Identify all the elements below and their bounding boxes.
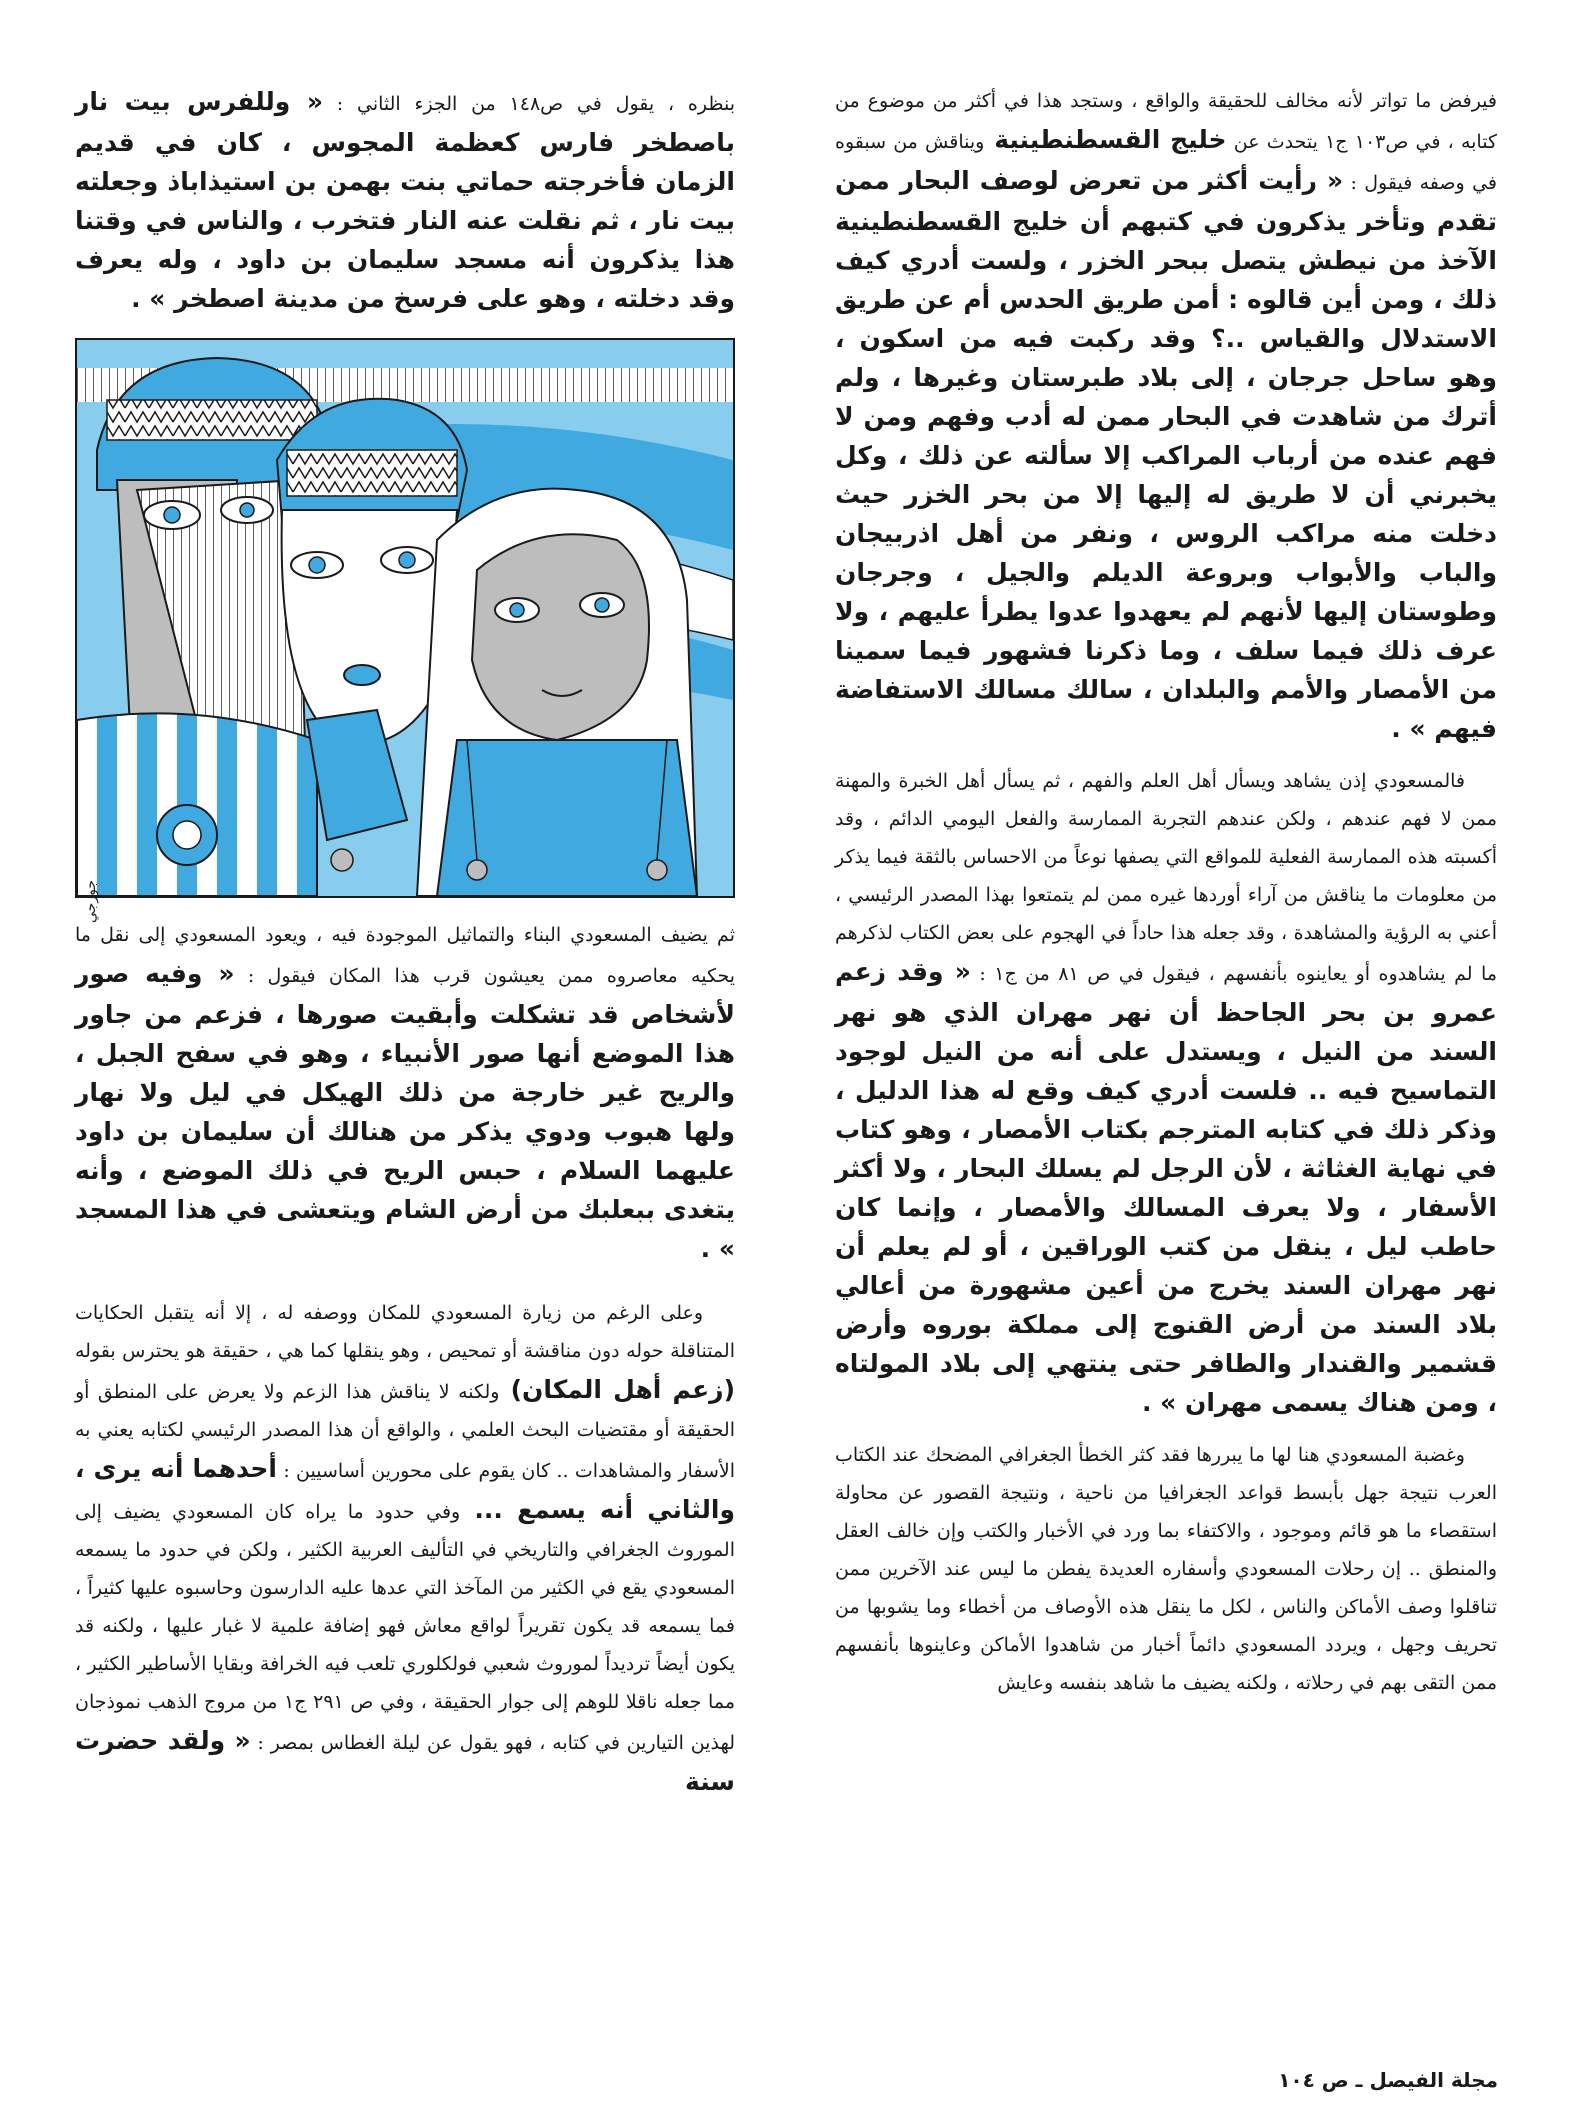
illustration xyxy=(75,338,735,923)
quoted-text: « رأيت أكثر من تعرض لوصف البحار ممن تقدم وتأخر يذكرون في كتبهم أن خليج القسطنطينية الآخذ من نيطش يتصل ببحر الخزر ، ولست أدري كيف ذلك ، ومن أين قالوه : أمن طريق الحدس أم عن طريق الاستدلال والقياس ..؟ وقد ركبت فيه من اسكون ، وهو ساحل جرجان ، إلى بلاد طبرستان وغيرها ، ولم أترك من شاهدت في البحار ممن له أدب وفهم ومن لا فهم عنده من أرباب المراكب إلا سألته عن ذلك ، وكل يخبرني أن لا طريق له إليها إلا من بحر الخزر حيث دخلت منه مراكب الروس ، ونفر من أهل اذربيجان والباب والأبواب وبروعة الديلم والجيل ، وجرجان وطوستان إليها لأنهم لم يعهدوا عدوا يطرأ عليهم ، ولا عرف ذلك فيما سلف ، وما ذكرنا فشهور فيما سمينا من الأمصار والأمم والبلدان ، سالك مسالك الاستفاضة فيهم » . xyxy=(835,166,1497,743)
quoted-text: « ولقد حضرت سنة xyxy=(75,1726,735,1796)
left-column xyxy=(75,82,735,1801)
quoted-text: (زعم أهل المكان) xyxy=(499,1375,735,1404)
signature-text: جورجي xyxy=(83,880,99,923)
quoted-text: « وفيه صور لأشخاص قد تشكلت وأبقيت صورها ، فزعم من جاور هذا الموضع أنها صور الأنبياء ، وهو في سفح الجبل ، والريح غير خارجة من ذلك الهيكل في ليل ولا نهار ولها هبوب ودوي يذكر من هنالك أن سليمان بن داود عليهما السلام ، حبس الريح في ذلك الموضع ، وأنه يتغدى ببعلبك من أرض الشام ويتعشى في هذا المسجد » . xyxy=(75,959,735,1263)
paragraph-6 xyxy=(75,1294,735,1801)
body-text: بنظره ، يقول في ص١٤٨ من الجزء الثاني : xyxy=(322,93,735,115)
body-text: وغضبة المسعودي هنا لها ما يبررها فقد كثر الخطأ الجغرافي المضحك عند الكتاب العرب نتيجة جهل بأبسط قواعد الجغرافيا من ناحية ، ونتيجة القصور عن محاولة استقصاء ما هو قائم وموجود ، والاكتفاء بما ورد في الأخبار والكتب وإن خالف العقل والمنطق .. إن رحلات المسعودي وأسفاره العديدة يفطن ما ليس عند الآخرين ممن تناقلوا وصف الأماكن والناس ، لكل ما ينقل هذه الأوصاف من أخطاء وما يشوبها من تحريف وجهل ، ويردد المسعودي دائماً أخبار من شاهدوا الأماكن وعاينوها بأنفسهم ممن التقى بهم في رحلاته ، ولكنه يضيف ما شاهد بنفسه وعايش xyxy=(835,1444,1497,1694)
body-text: ثم يضيف المسعودي البناء والتماثيل الموجودة فيه ، ويعود المسعودي إلى نقل ما يحكيه معاصروه ممن يعيشون قرب هذا المكان فيقول : xyxy=(75,924,735,987)
quoted-text: « وللفرس بيت نار باصطخر فارس كعظمة المجوس ، كان في قديم الزمان فأخرجته حماتي بنت بهمن بن استيذاباذ وجعلته بيت نار ، ثم نقلت عنه النار فتخرب ، والناس في وقتنا هذا يذكرون أنه مسجد سليمان بن داود ، وله يعرف وقد دخلته ، وهو على فرسخ من مدينة اصطخر » . xyxy=(75,87,735,313)
body-text: ولكنه لا يناقش هذا الزعم ولا يعرض على المنطق أو الحقيقة أو مقتضيات البحث العلمي ، والواقع أن هذا المصدر الرئيسي لكتابه يعني به الأسفار والمشاهدات .. كان يقوم على محورين أساسيين : xyxy=(75,1381,735,1482)
paragraph-2 xyxy=(835,762,1497,1422)
paragraph-4 xyxy=(75,82,735,318)
paragraph-3 xyxy=(835,1436,1497,1702)
paragraph-1 xyxy=(835,82,1497,748)
artist-signature xyxy=(83,880,99,923)
three-faces-illustration xyxy=(77,340,733,923)
body-text: وعلى الرغم من زيارة المسعودي للمكان ووصفه له ، إلا أنه يتقبل الحكايات المتناقلة حوله دون مناقشة أو تمحيص ، وهو ينقلها كما هي ، حقيقة هو يحترس بقوله xyxy=(75,1302,735,1362)
body-text: ويناقش من سبقوه في وصفه فيقول : xyxy=(835,131,1497,194)
right-column xyxy=(835,82,1497,1702)
quoted-text: خليج القسطنطينية xyxy=(984,125,1227,154)
footer-text: مجلة الفيصل ـ ص ١٠٤ xyxy=(1278,2068,1498,2092)
quoted-text: « وقد زعم عمرو بن بحر الجاحظ أن نهر مهران الذي هو نهر السند من النيل ، ويستدل على أنه من النيل لوجود التماسيح فيه .. فلست أدري كيف وقع له هذا الدليل ، وذكر ذلك في كتابه المترجم بكتاب الأمصار ، وهو كتاب في نهاية الغثاثة ، لأن الرجل لم يسلك البحار ، ولا أكثر الأسفار ، ولا يعرف المسالك والأمصار ، وإنما كان حاطب ليل ، ينقل من كتب الوراقين ، أو لم يعلم أن نهر مهران السند يخرج من أعين مشهورة من أعالي بلاد السند من أرض القنوج إلى مملكة بوروه وأرض قشمير والقندار والطافر حتى ينتهي إلى بلاد المولتاه ، ومن هناك يسمى مهران » . xyxy=(835,957,1497,1417)
body-text: فيرفض ما تواتر لأنه مخالف للحقيقة والواقع ، وستجد هذا في أكثر من موضوع من كتابه ، في ص١٠٣ ج١ يتحدث عن xyxy=(835,90,1497,153)
body-text: وفي حدود ما يراه كان المسعودي يضيف إلى الموروث الجغرافي والتاريخي في التأليف العربية الكثير ، ولكن في حدود ما يسمعه المسعودي يقع في الكثير من المآخذ التي عدها عليه الدارسون وحاسبوه عليها كثيراً ، فما يسمعه قد يكون تقريراً لواقع معاش فهو إضافة علمية لا غبار عليها ، ولكنه قد يكون أيضاً ترديداً لموروث شعبي فولكلوري تلعب فيه الخرافة وبقايا الأساطير الكثير ، مما جعله ناقلا للوهم إلى جوار الحقيقة ، وفي ص ٢٩١ ج١ من مروج الذهب نموذجان لهذين التيارين في كتابه ، فهو يقول عن ليلة الغطاس بمصر : xyxy=(75,1501,735,1754)
paragraph-5 xyxy=(75,916,735,1268)
quoted-text: أحدهما أنه يرى ، والثاني أنه يسمع ... xyxy=(75,1454,736,1524)
page-footer xyxy=(1262,2066,1498,2094)
body-text: فالمسعودي إذن يشاهد ويسأل أهل العلم والفهم ، ثم يسأل أهل الخبرة والمهنة ممن لا فهم عندهم ، ولكن عندهم التجربة الممارسة والفعل اليومي الدائم ، وقد أكسبته هذه الممارسة الفعلية للمواقع التي يصفها نوعاً من الاحساس بالثقة فيما يذكر من معلومات ما يناقش من آراء أوردها غيره ممن لم يتمتعوا بهذا المصدر الرئيسي ، أعني به الرؤية والمشاهدة ، وقد جعله هذا حاداً في الهجوم على بعض الكتاب لذكرهم ما لم يشاهدوه أو يعاينوه بأنفسهم ، فيقول في ص ٨١ من ج١ : xyxy=(835,770,1498,985)
